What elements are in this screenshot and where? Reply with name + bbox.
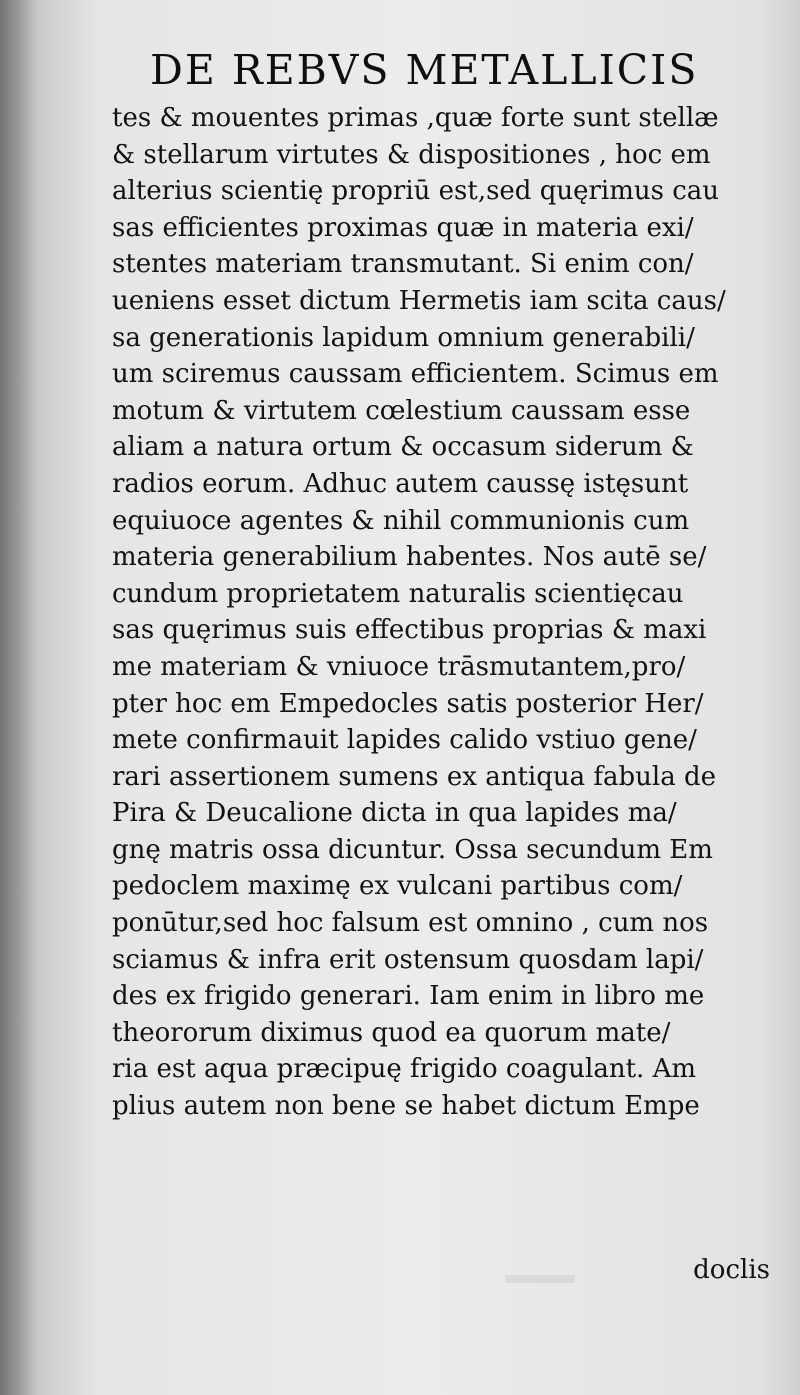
text-line: me materiam & vniuoce trāsmutantem,pro/ [112, 651, 686, 682]
show-through-smudge [505, 1275, 575, 1283]
text-line: pter hoc em Empedocles satis posterior Her/ [112, 688, 704, 719]
text-line: alterius scientię propriū est,sed quęrimus cau [112, 176, 720, 207]
text-line: radios eorum. Adhuc autem caussę istęsunt [112, 468, 689, 499]
catchword: doclis [693, 1255, 770, 1285]
text-line: sciamus & infra erit ostensum quosdam lapi/ [112, 944, 704, 975]
text-line: materia generabilium habentes. Nos autē se/ [112, 542, 707, 573]
text-line: ria est aqua præcipuę frigido coagulant. Am [112, 1054, 696, 1085]
text-line: ueniens esset dictum Hermetis iam scita caus/ [112, 285, 726, 316]
text-line: stentes materiam transmutant. Si enim con/ [112, 249, 694, 280]
main-text [112, 100, 800, 1125]
text-line: tes & mouentes primas ,quæ forte sunt stellæ [112, 103, 719, 133]
text-line: sas efficientes proximas quæ in materia exi/ [112, 212, 694, 243]
text-line: motum & virtutem cœlestium caussam esse [112, 395, 691, 426]
text-line: gnę matris ossa dicuntur. Ossa secundum Em [112, 834, 713, 865]
text-line: des ex frigido generari. Iam enim in libro me [112, 981, 705, 1012]
running-head: DE REBVS METALLICIS [150, 46, 699, 94]
text-line: um sciremus caussam efficientem. Scimus em [112, 359, 719, 390]
text-line: & stellarum virtutes & dispositiones , hoc em [112, 139, 711, 170]
text-line: plius autem non bene se habet dictum Empe [112, 1091, 700, 1122]
text-line: mete confirmauit lapides calido vstiuo gene/ [112, 725, 697, 756]
text-line: Pira & Deucalione dicta in qua lapides ma/ [112, 798, 677, 829]
text-line: sas quęrimus suis effectibus proprias & maxi [112, 615, 707, 646]
text-line: cundum proprietatem naturalis scientięcau [112, 578, 684, 609]
text-line: ponūtur,sed hoc falsum est omnino , cum nos [112, 908, 709, 939]
binding-shadow [0, 0, 40, 1395]
text-line: theororum diximus quod ea quorum mate/ [112, 1017, 671, 1048]
text-line: rari assertionem sumens ex antiqua fabula de [112, 761, 716, 792]
text-line: equiuoce agentes & nihil communionis cum [112, 505, 690, 536]
text-line: aliam a natura ortum & occasum siderum & [112, 432, 694, 463]
text-line: sa generationis lapidum omnium generabili/ [112, 322, 695, 353]
text-line: pedoclem maximę ex vulcani partibus com/ [112, 871, 683, 902]
